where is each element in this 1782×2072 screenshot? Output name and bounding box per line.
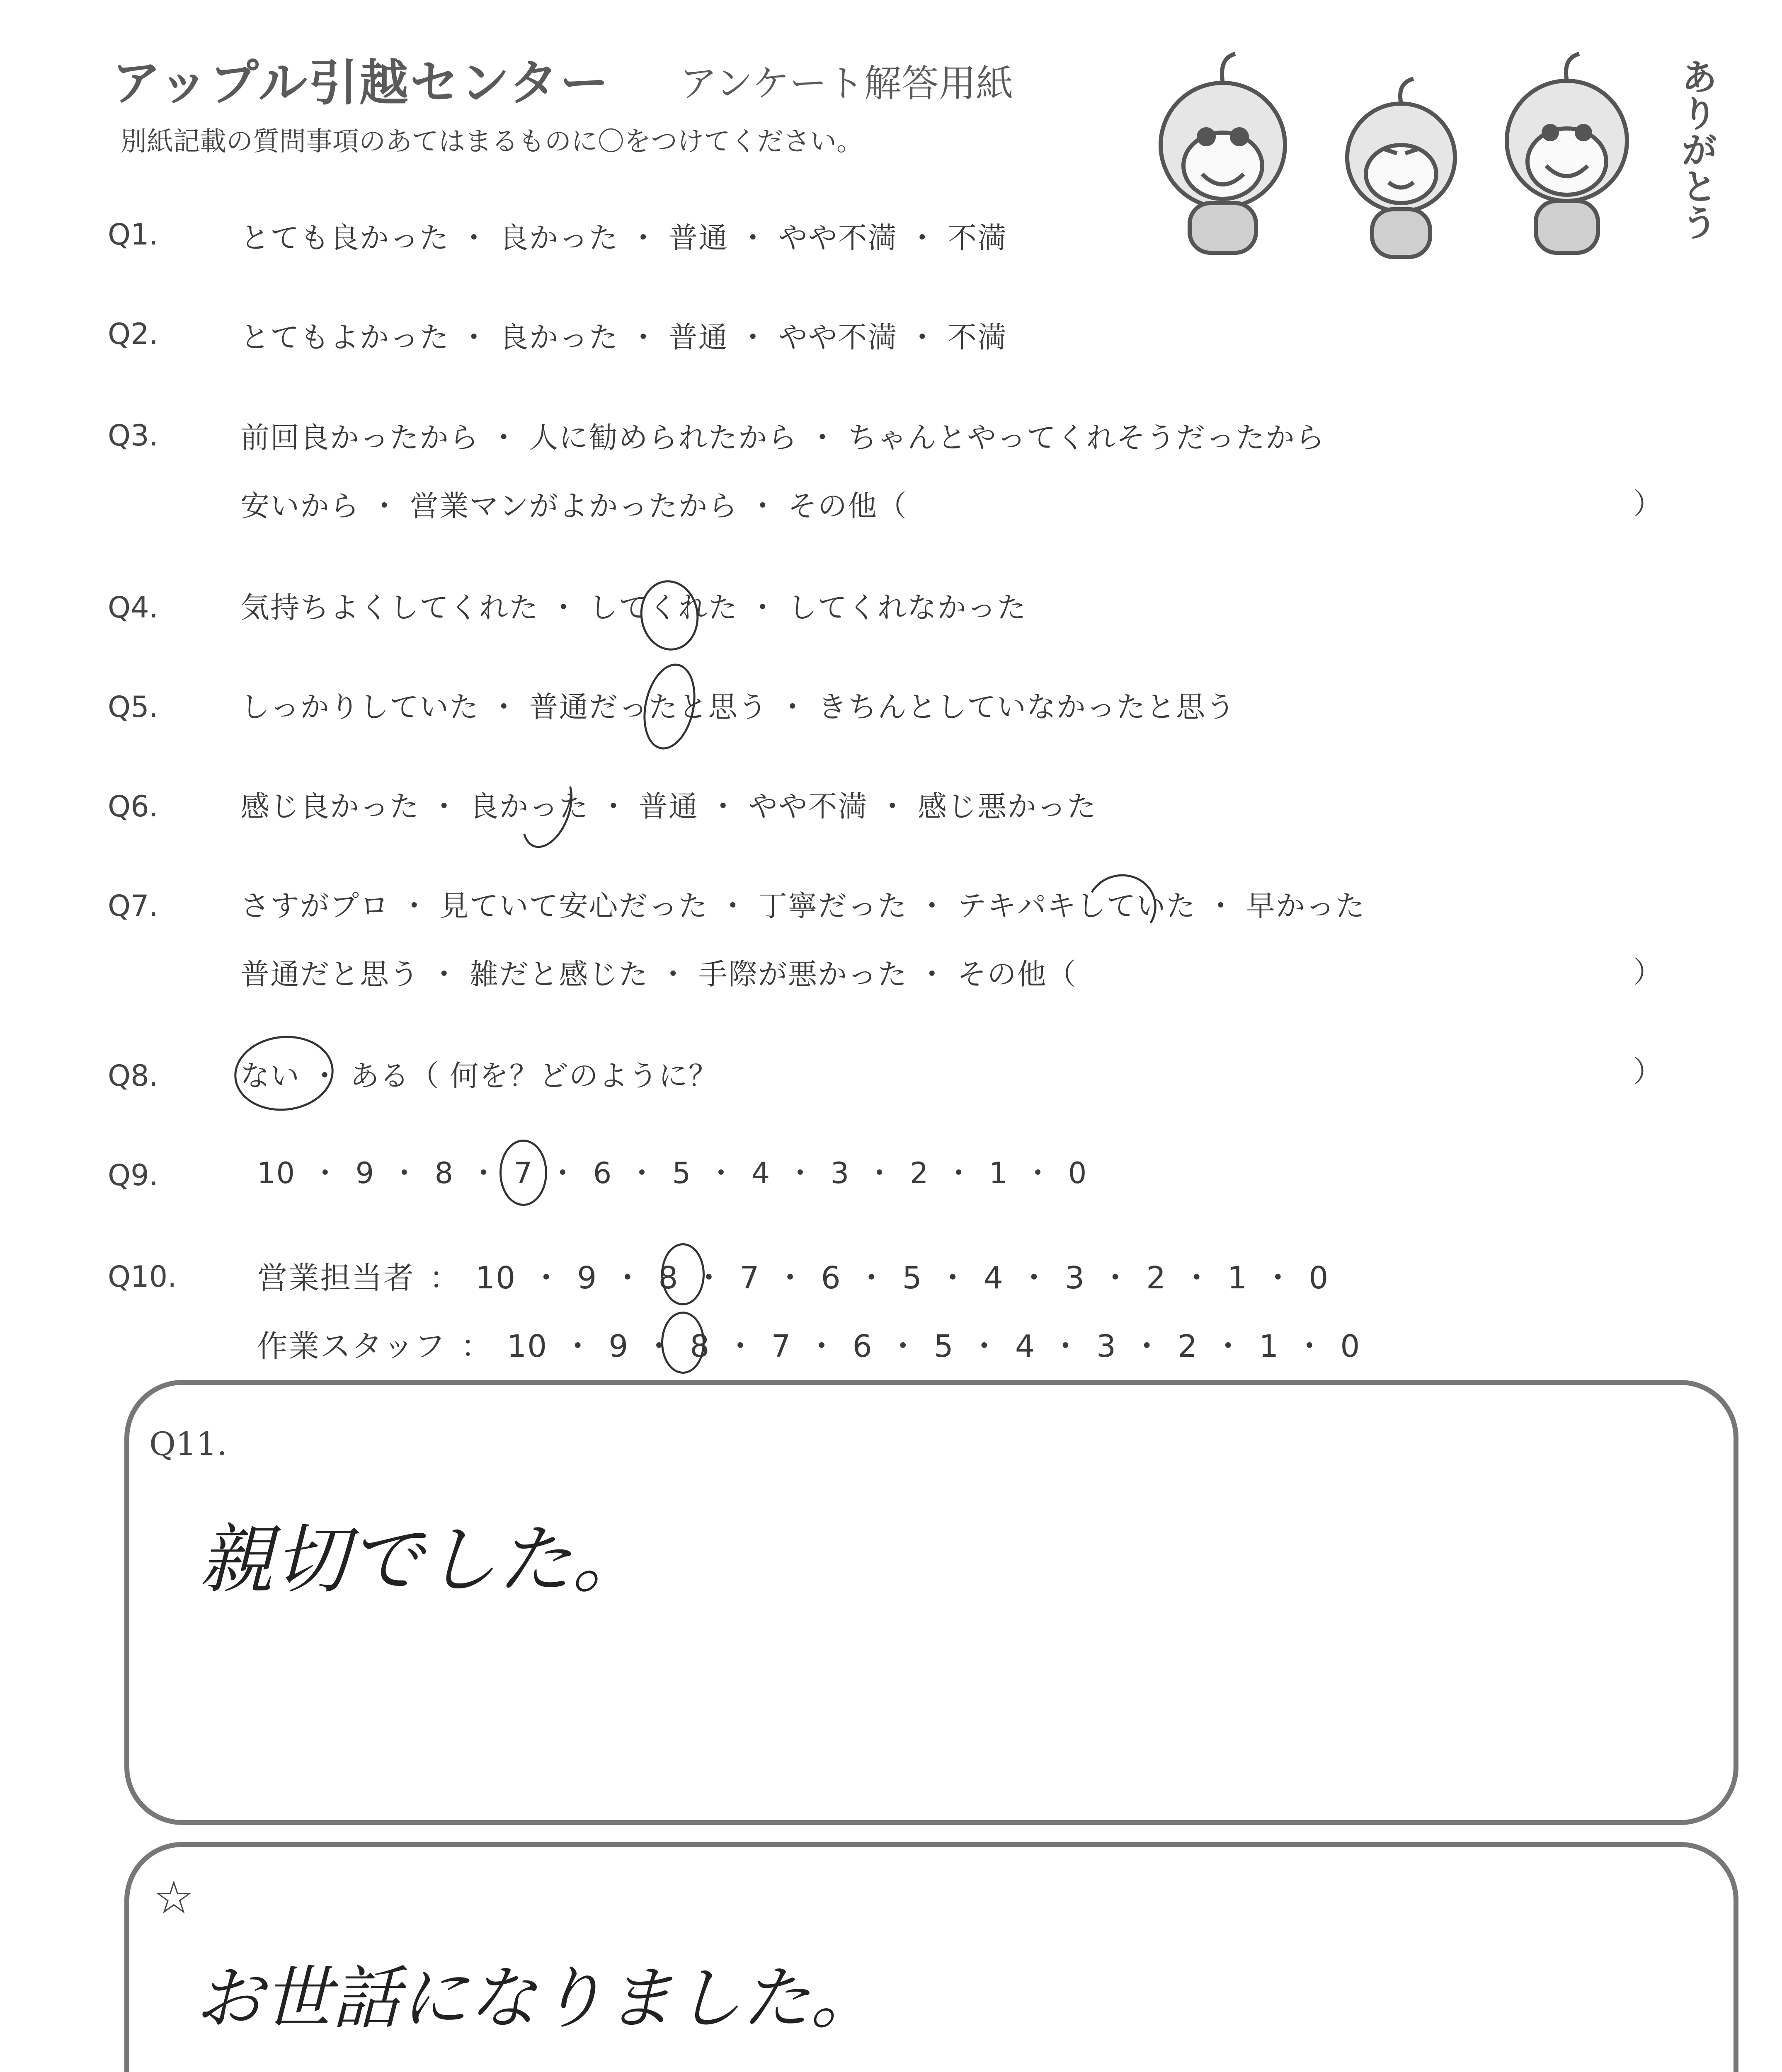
monkey-3-icon: [1507, 54, 1627, 253]
selection-circle: [636, 659, 703, 754]
q1-label: Q1.: [108, 218, 158, 252]
survey-title: アップル引越センター: [112, 54, 611, 111]
q2-label: Q2.: [108, 317, 158, 351]
q9-label: Q9.: [108, 1158, 158, 1192]
comment-answer[interactable]: お世話になりました。: [195, 1958, 879, 2038]
q10-sales-options[interactable]: 営業担当者 ： 10 ・ 9 ・ 8 ・ 7 ・ 6 ・ 5 ・ 4 ・ 3 ・ 2 ・ 1 ・ 0: [257, 1260, 1329, 1296]
q10-staff-options[interactable]: 作業スタッフ ： 10 ・ 9 ・ 8 ・ 7 ・ 6 ・ 5 ・ 4 ・ 3 ・ 2 ・ 1 ・ 0: [257, 1329, 1361, 1364]
selection-circle: [661, 1243, 705, 1305]
q3-options-line2[interactable]: 安いから ・ 営業マンがよかったから ・ その他（: [240, 489, 908, 523]
q2-options[interactable]: とてもよかった ・ 良かった ・ 普通 ・ やや不満 ・ 不満: [240, 320, 1008, 354]
q11-label: Q11.: [149, 1426, 227, 1463]
q7-options-line2[interactable]: 普通だと思う ・ 雑だと感じた ・ 手際が悪かった ・ その他（: [240, 957, 1077, 991]
q8-options[interactable]: ない ・ ある（ 何を？どのように？: [240, 1059, 718, 1093]
q5-label: Q5.: [108, 690, 158, 724]
q10-label: Q10.: [108, 1260, 177, 1294]
q3-options-line1[interactable]: 前回良かったから ・ 人に勧められたから ・ ちゃんとやってくれそうだったから: [240, 421, 1326, 455]
q6-options[interactable]: 感じ良かった ・ 良かった ・ 普通 ・ やや不満 ・ 感じ悪かった: [240, 789, 1097, 823]
q9-options[interactable]: 10 ・ 9 ・ 8 ・ 7 ・ 6 ・ 5 ・ 4 ・ 3 ・ 2 ・ 1 ・ 0: [257, 1156, 1088, 1190]
monkey-1-icon: [1161, 54, 1285, 253]
comment-star-icon: ☆: [153, 1871, 194, 1924]
mascot-illustration: [1136, 50, 1724, 265]
q4-options[interactable]: 気持ちよくしてくれた ・ してくれた ・ してくれなかった: [240, 591, 1027, 625]
q8-close-paren: ）: [1633, 1055, 1662, 1089]
q6-label: Q6.: [108, 789, 158, 823]
selection-circle: [661, 1312, 705, 1374]
q7-close-paren: ）: [1633, 955, 1662, 989]
q3-close-paren: ）: [1633, 487, 1662, 521]
q11-answer[interactable]: 親切でした。: [199, 1517, 647, 1603]
q5-options[interactable]: しっかりしていた ・ 普通だったと思う ・ きちんとしていなかったと思う: [240, 690, 1236, 724]
q1-options[interactable]: とても良かった ・ 良かった ・ 普通 ・ やや不満 ・ 不満: [240, 221, 1008, 255]
q8-label: Q8.: [108, 1059, 158, 1093]
survey-subtitle: アンケート解答用紙: [680, 62, 1013, 105]
selection-circle: [230, 1031, 337, 1116]
survey-instruction: 別紙記載の質問事項のあてはまるものに〇をつけてください。: [120, 126, 863, 157]
q7-label: Q7.: [108, 889, 158, 923]
mascot-caption: ありがとう: [1675, 58, 1718, 240]
monkey-2-icon: [1347, 79, 1455, 257]
q4-label: Q4.: [108, 591, 158, 625]
q7-options-line1[interactable]: さすがプロ ・ 見ていて安心だった ・ 丁寧だった ・ テキパキしていた ・ 早かった: [240, 889, 1366, 923]
selection-circle: [499, 1140, 547, 1206]
q3-label: Q3.: [108, 419, 158, 453]
selection-circle: [1079, 867, 1164, 949]
